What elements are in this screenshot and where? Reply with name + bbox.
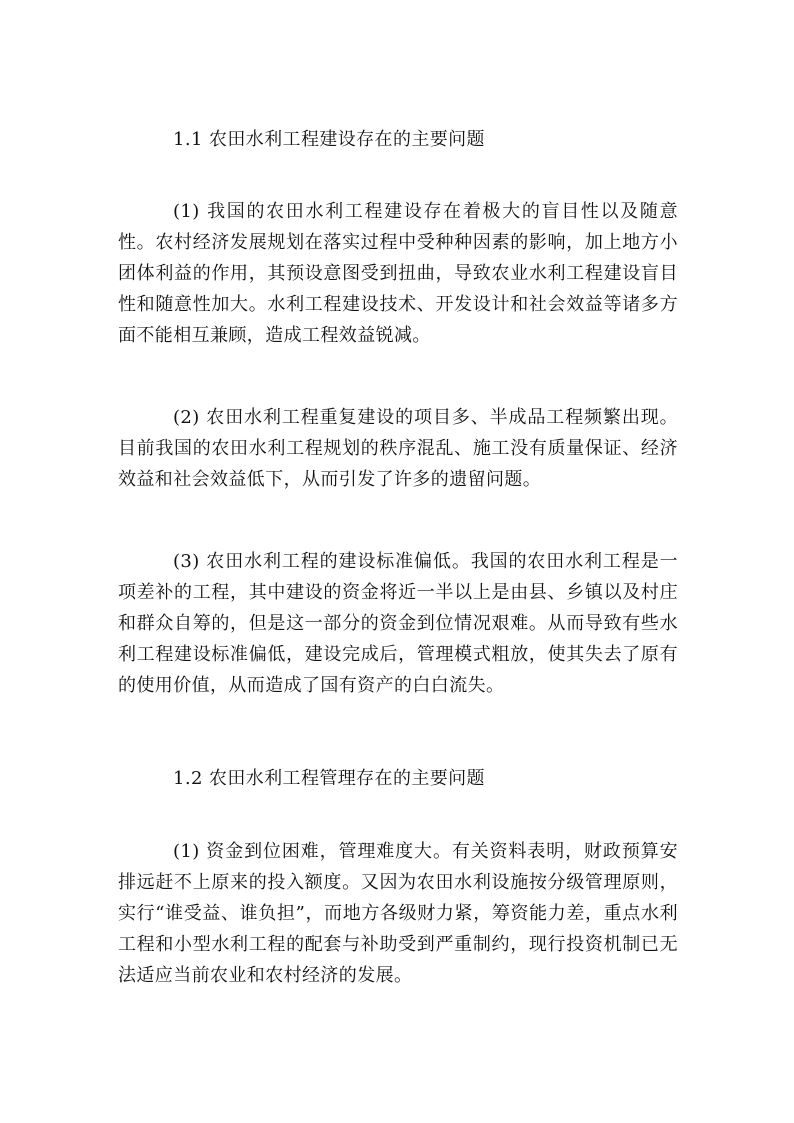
- paragraph-1-1-2: (2) 农田水利工程重复建设的项目多、半成品工程频繁出现。目前我国的农田水利工程规划的秩序混乱、施工没有质量保证、经济效益和社会效益低下，从而引发了许多的遗留问题。: [118, 407, 678, 490]
- paragraph-1-2-1: (1) 资金到位困难，管理难度大。有关资料表明，财政预算安排远赶不上原来的投入额度。又因为农田水利设施按分级管理原则，实行“谁受益、谁负担”，而地方各级财力紧，筹资能力差，重点水利工程和小型水利工程的配套与补助受到严重制约，现行投资机制已无法适应当前农业和农村经济的发展。: [118, 841, 678, 986]
- paragraph-1-1-1: (1) 我国的农田水利工程建设存在着极大的盲目性以及随意性。农村经济发展规划在落实过程中受种种因素的影响，加上地方小团体利益的作用，其预设意图受到扭曲，导致农业水利工程建设盲目性和随意性加大。水利工程建设技术、开发设计和社会效益等诸多方面不能相互兼顾，造成工程效益锐减。: [118, 201, 678, 346]
- section-heading-1-1: 1.1 农田水利工程建设存在的主要问题: [173, 129, 485, 150]
- section-heading-1-2: 1.2 农田水利工程管理存在的主要问题: [173, 768, 485, 789]
- paragraph-1-1-3: (3) 农田水利工程的建设标准偏低。我国的农田水利工程是一项差补的工程，其中建设的资金将近一半以上是由县、乡镇以及村庄和群众自筹的，但是这一部分的资金到位情况艰难。从而导致有些水利工程建设标准偏低，建设完成后，管理模式粗放，使其失去了原有的使用价值，从而造成了国有资产的白白流失。: [118, 551, 678, 696]
